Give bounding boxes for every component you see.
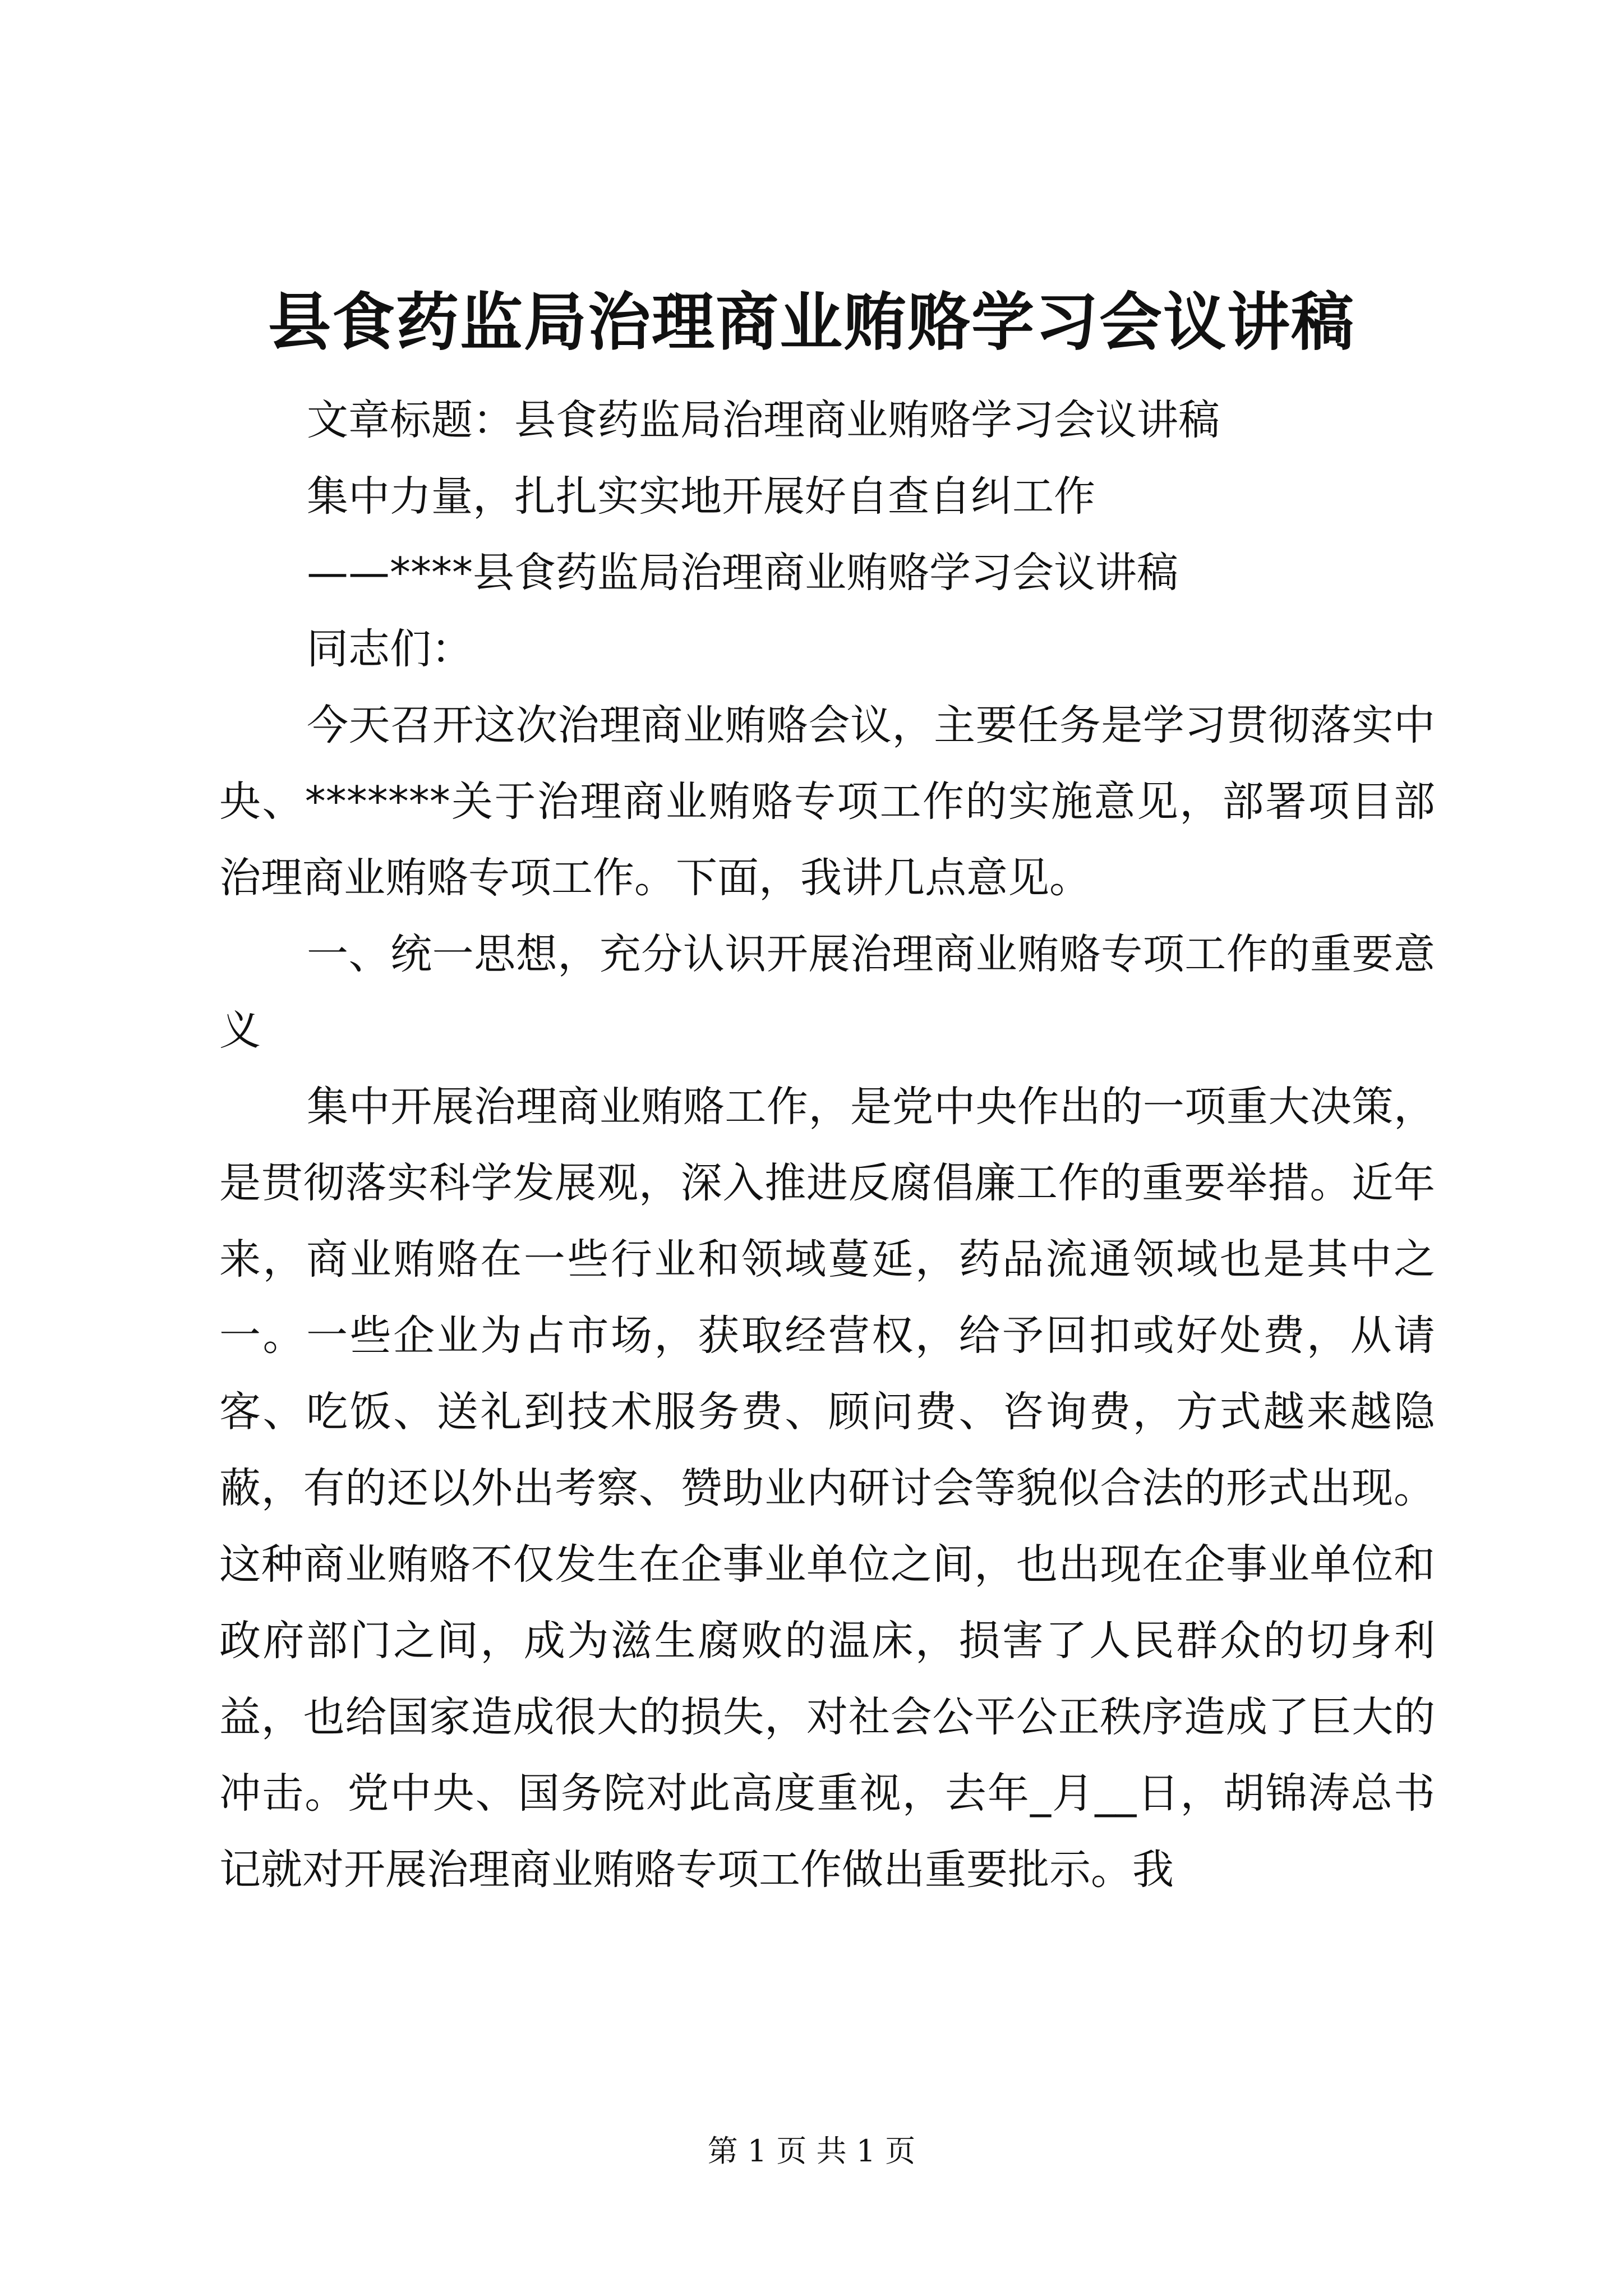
subtitle-line: 集中力量，扎扎实实地开展好自查自纠工作 xyxy=(307,472,1095,521)
body-paragraph: 集中开展治理商业贿赂工作，是党中央作出的一项重大决策，是贯彻落实科学发展观，深入推进反腐倡廉工作的重要举措。近年来，商业贿赂在一些行业和领域蔓延，药品流通领域也是其中之一。一些企业为占市场，获取经营权，给予回扣或好处费，从请客、吃饭、送礼到技术服务费、顾问费、咨询费，方式越来越隐蔽，有的还以外出考察、赞助业内研讨会等貌似合法的形式出现。这种商业贿赂不仅发生在企事业单位之间，也出现在企事业单位和政府部门之间，成为滋生腐败的温床，损害了人民群众的切身利益，也给国家造成很大的损失，对社会公平公正秩序造成了巨大的冲击。党中央、国务院对此高度重视，去年_月__日，胡锦涛总书记就对开展治理商业贿赂专项工作做出重要批示。我 xyxy=(219,1083,1435,1894)
document-title: 县食药监局治理商业贿赂学习会议讲稿 xyxy=(268,286,1355,359)
section-heading: 一、统一思想，充分认识开展治理商业贿赂专项工作的重要意义 xyxy=(219,930,1435,1055)
subtitle-source-line: ——****县食药监局治理商业贿赂学习会议讲稿 xyxy=(307,549,1178,597)
document-body xyxy=(219,382,1435,1908)
article-title-line: 文章标题：县食药监局治理商业贿赂学习会议讲稿 xyxy=(307,396,1220,444)
salutation: 同志们： xyxy=(307,625,473,673)
page-footer: 第 1 页 共 1 页 xyxy=(707,2133,916,2169)
body-paragraph: 今天召开这次治理商业贿赂会议，主要任务是学习贯彻落实中央、*******关于治理商业贿赂专项工作的实施意见，部署项目部治理商业贿赂专项工作。下面，我讲几点意见。 xyxy=(219,701,1435,902)
